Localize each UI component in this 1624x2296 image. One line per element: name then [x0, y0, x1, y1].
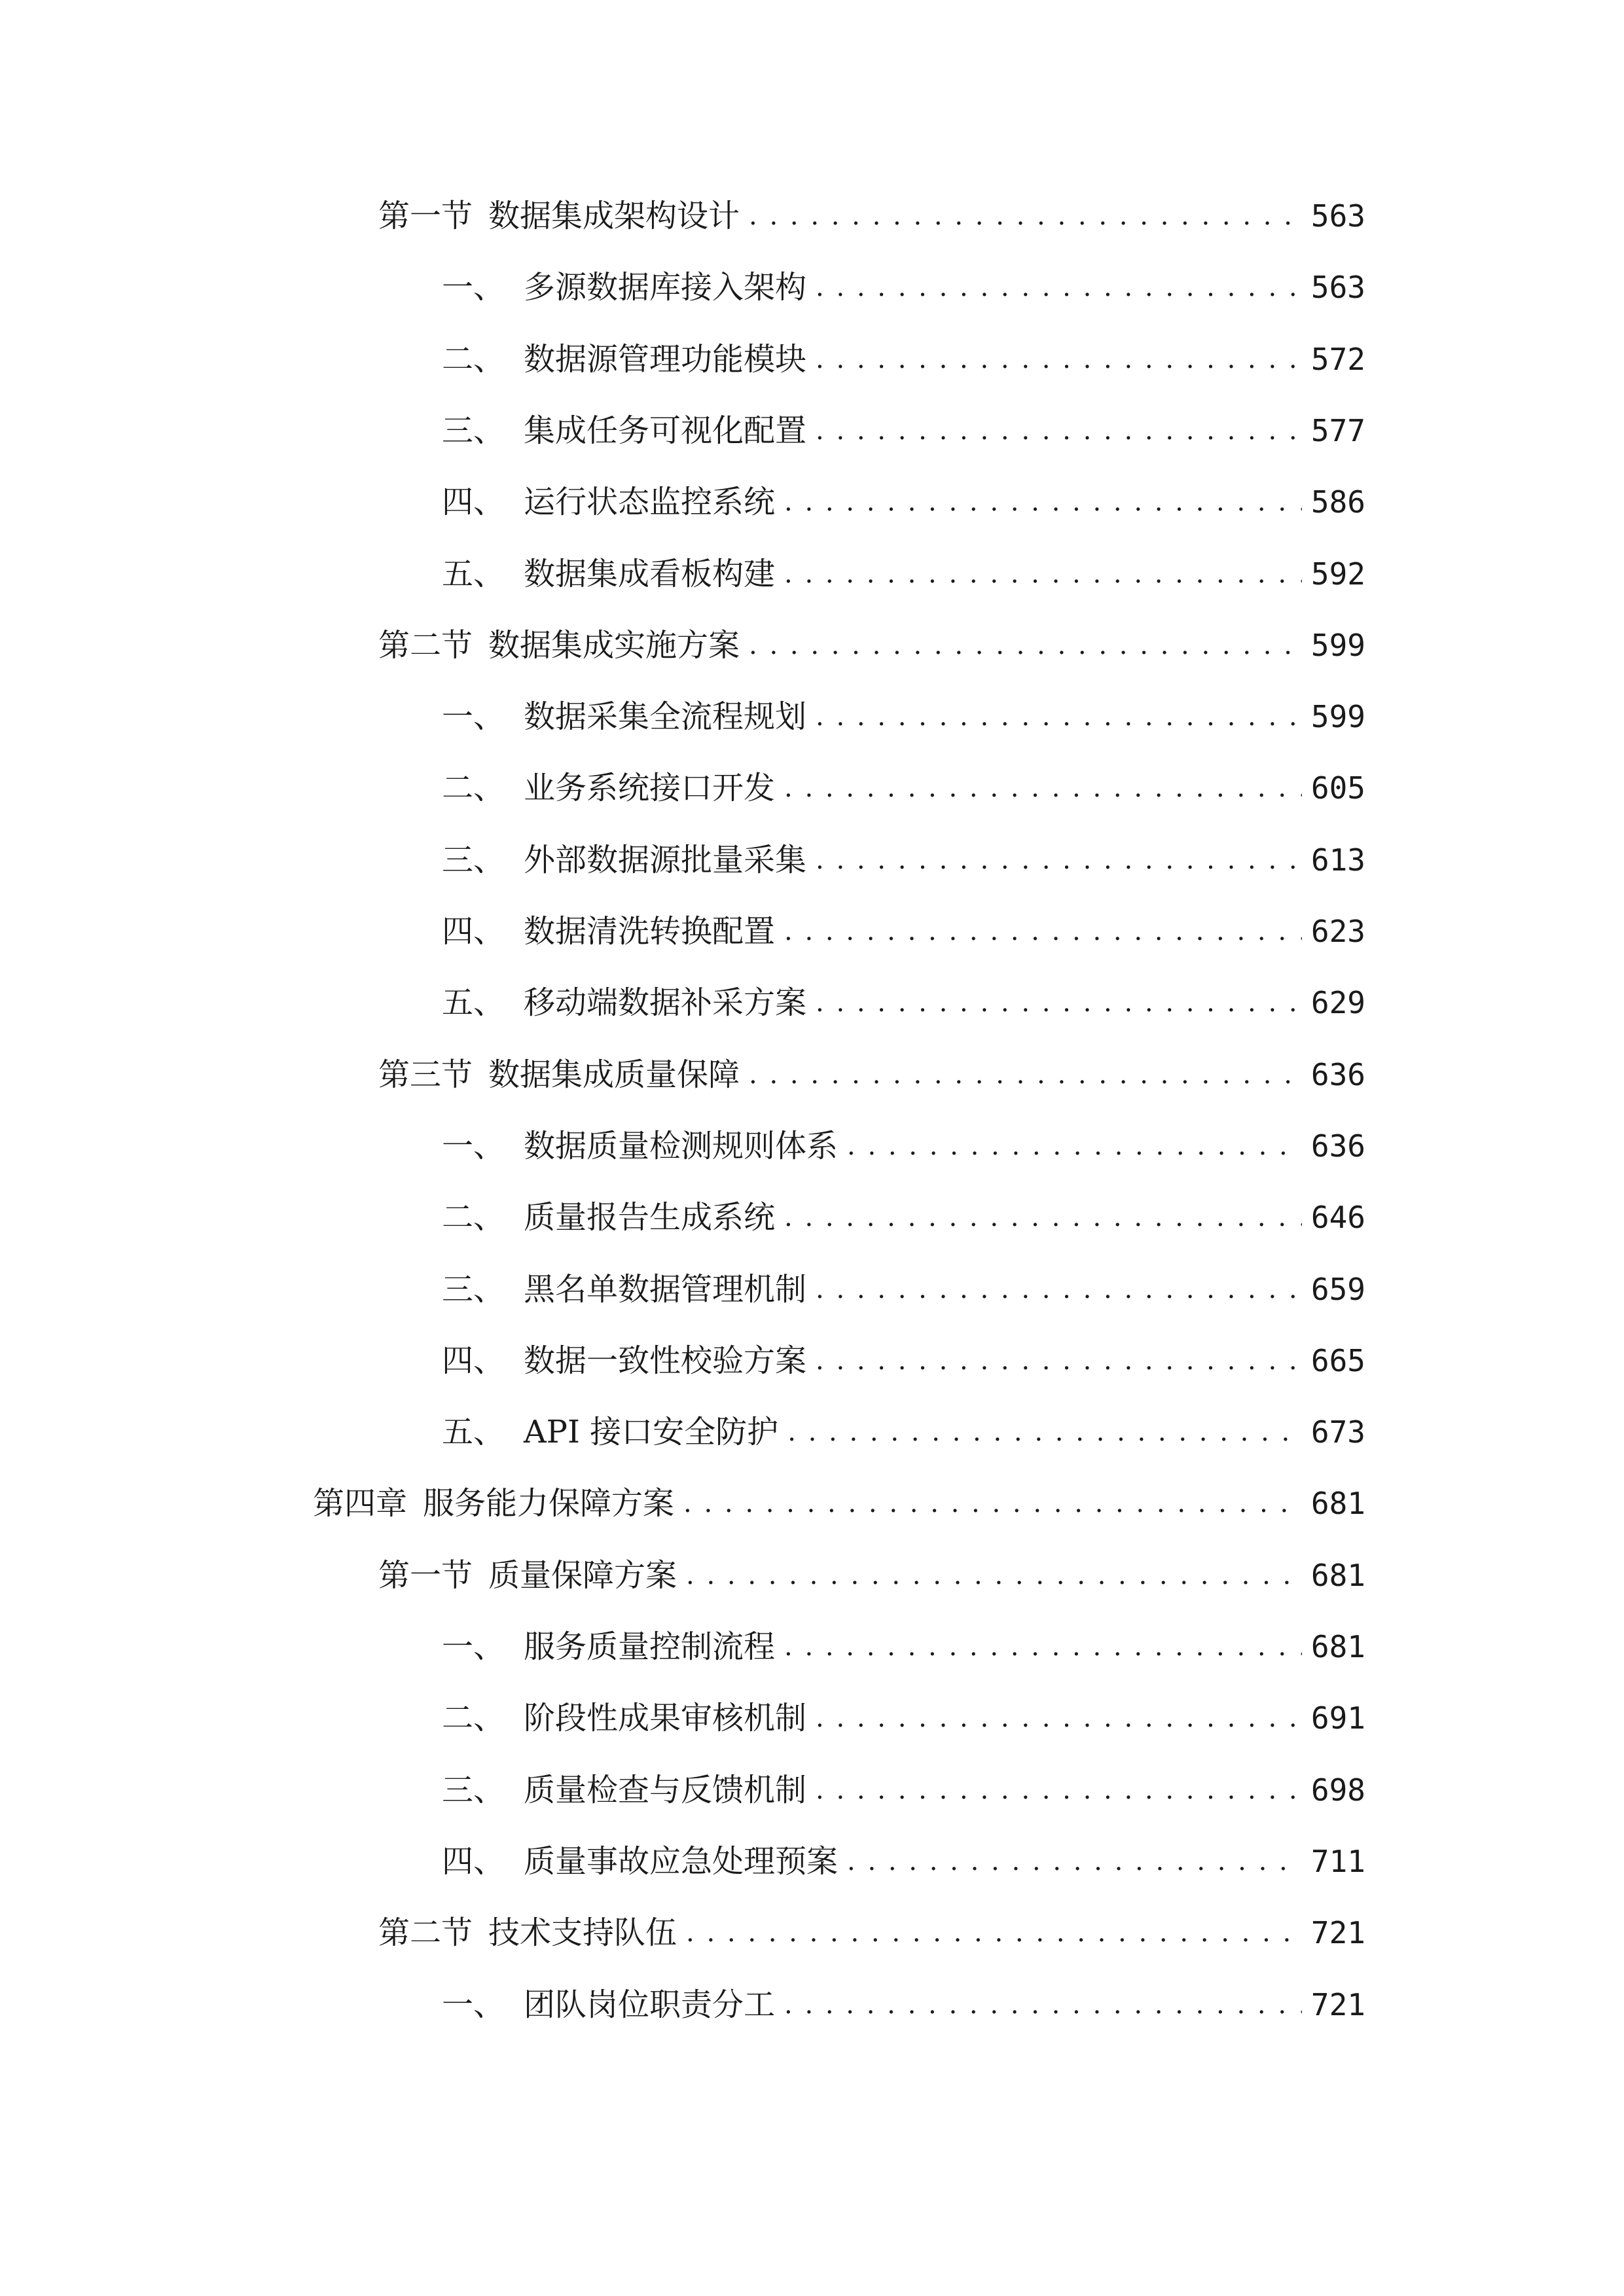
toc-page-number: 681 [1310, 1557, 1365, 1593]
toc-dot-leader [784, 476, 1302, 528]
toc-entry[interactable] [442, 1335, 1365, 1387]
toc-entry[interactable] [442, 1835, 1365, 1888]
toc-dot-leader [784, 1191, 1302, 1244]
toc-entry-number: 第一节 [378, 1556, 473, 1594]
toc-entry-number: 五、 [442, 1414, 505, 1451]
toc-dot-leader [816, 1335, 1302, 1387]
toc-page-number: 623 [1310, 914, 1365, 949]
toc-page-number: 646 [1310, 1200, 1365, 1236]
toc-entry-title: 服务能力保障方案 [423, 1485, 675, 1522]
toc-entry[interactable] [442, 548, 1365, 600]
toc-entry-number: 四、 [442, 1342, 505, 1379]
toc-entry-title: 黑名单数据管理机制 [524, 1270, 807, 1308]
toc-entry-title: 数据一致性校验方案 [524, 1342, 807, 1379]
toc-entry[interactable] [442, 691, 1365, 743]
toc-entry-title: 数据集成架构设计 [488, 198, 740, 234]
toc-page-number: 681 [1310, 1486, 1365, 1522]
toc-entry-number: 四、 [442, 1842, 505, 1880]
toc-page-number: 711 [1310, 1843, 1365, 1879]
toc-entry-number: 三、 [442, 412, 505, 449]
toc-entry[interactable] [442, 1191, 1365, 1244]
toc-entry-title: 团队岗位职责分工 [524, 1986, 776, 2023]
toc-page-number: 636 [1310, 1056, 1365, 1092]
toc-dot-leader [816, 1692, 1302, 1744]
toc-dot-leader [816, 1764, 1302, 1816]
toc-entry-title: 外部数据源批量采集 [524, 841, 807, 878]
toc-dot-leader [816, 691, 1302, 743]
toc-dot-leader [749, 190, 1302, 242]
toc-entry-title: 质量事故应急处理预案 [524, 1842, 839, 1880]
toc-entry-title: 数据集成看板构建 [524, 555, 776, 592]
toc-entry[interactable] [378, 1049, 1365, 1101]
toc-entry[interactable] [442, 834, 1365, 886]
toc-dot-leader [816, 977, 1302, 1029]
toc-entry-number: 一、 [442, 269, 505, 306]
toc-dot-leader [847, 1120, 1302, 1172]
toc-entry-title: 服务质量控制流程 [524, 1628, 776, 1665]
toc-entry-number: 第二节 [378, 1914, 473, 1952]
toc-entry-number: 四、 [442, 913, 505, 950]
toc-entry[interactable] [442, 261, 1365, 314]
toc-dot-leader [816, 261, 1302, 314]
toc-page-number: 599 [1310, 699, 1365, 735]
toc-entry-number: 第四章 [313, 1485, 408, 1522]
toc-dot-leader [816, 333, 1302, 386]
toc-entry-title: 集成任务可视化配置 [524, 412, 807, 449]
toc-dot-leader [816, 1263, 1302, 1316]
toc-page-number: 605 [1310, 770, 1365, 806]
toc-page-number: 599 [1310, 627, 1365, 663]
toc-entry-number: 一、 [442, 1628, 505, 1665]
toc-dot-leader [686, 1549, 1302, 1602]
toc-dot-leader [784, 762, 1302, 814]
toc-entry[interactable] [442, 333, 1365, 386]
toc-entry[interactable] [442, 905, 1365, 958]
toc-dot-leader [749, 619, 1302, 672]
toc-entry[interactable] [442, 476, 1365, 528]
toc-entry-title: 技术支持队伍 [488, 1914, 677, 1952]
toc-entry[interactable] [378, 619, 1365, 672]
toc-dot-leader [784, 1621, 1302, 1673]
toc-page-number: 673 [1310, 1414, 1365, 1450]
toc-dot-leader [847, 1835, 1302, 1888]
toc-entry[interactable] [442, 1263, 1365, 1316]
toc-page-number: 721 [1310, 1986, 1365, 2022]
toc-page-number: 659 [1310, 1271, 1365, 1307]
toc-entry[interactable] [442, 1621, 1365, 1673]
toc-entry-number: 二、 [442, 770, 505, 807]
toc-entry-number: 五、 [442, 984, 505, 1022]
toc-dot-leader [784, 1979, 1302, 2031]
toc-dot-leader [683, 1477, 1302, 1530]
toc-entry[interactable] [442, 404, 1365, 457]
toc-entry[interactable] [442, 1979, 1365, 2031]
toc-entry-title: 多源数据库接入架构 [524, 269, 807, 306]
toc-dot-leader [787, 1406, 1302, 1458]
toc-dot-leader [784, 548, 1302, 600]
toc-entry-title: 数据集成实施方案 [488, 626, 740, 664]
toc-dot-leader [816, 404, 1302, 457]
toc-page-number: 665 [1310, 1342, 1365, 1378]
toc-entry-number: 三、 [442, 1270, 505, 1308]
toc-entry-number: 第二节 [378, 626, 473, 664]
toc-entry-title: API 接口安全防护 [524, 1414, 779, 1451]
toc-page-number: 636 [1310, 1128, 1365, 1164]
toc-entry[interactable] [442, 1406, 1365, 1458]
toc-entry-title: 数据采集全流程规划 [524, 698, 807, 736]
toc-page-number: 691 [1310, 1700, 1365, 1736]
toc-page-number: 681 [1310, 1629, 1365, 1664]
toc-entry[interactable] [378, 1907, 1365, 1959]
toc-entry-number: 第三节 [378, 1056, 473, 1093]
toc-entry[interactable] [442, 1120, 1365, 1172]
toc-entry[interactable] [442, 1692, 1365, 1744]
toc-page-number: 586 [1310, 484, 1365, 520]
toc-entry-title: 运行状态监控系统 [524, 484, 776, 521]
toc-page-number: 572 [1310, 341, 1365, 377]
toc-dot-leader [816, 834, 1302, 886]
toc-entry-number: 二、 [442, 1700, 505, 1737]
toc-dot-leader [784, 905, 1302, 958]
toc-entry-number: 一、 [442, 698, 505, 736]
toc-entry-title: 数据清洗转换配置 [524, 913, 776, 950]
toc-entry-number: 一、 [442, 1127, 505, 1164]
toc-entry-number: 一、 [442, 1986, 505, 2023]
toc-dot-leader [749, 1049, 1302, 1101]
toc-entry-number: 三、 [442, 841, 505, 878]
toc-entry-number: 二、 [442, 340, 505, 378]
toc-entry-title: 移动端数据补采方案 [524, 984, 807, 1022]
toc-entry-title: 质量保障方案 [488, 1556, 677, 1594]
toc-entry-number: 四、 [442, 484, 505, 521]
toc-entry-title: 质量报告生成系统 [524, 1199, 776, 1236]
toc-page-number: 563 [1310, 198, 1365, 234]
toc-entry[interactable] [442, 762, 1365, 814]
toc-entry-number: 三、 [442, 1771, 505, 1808]
toc-entry-title: 质量检查与反馈机制 [524, 1771, 807, 1808]
toc-entry-number: 五、 [442, 555, 505, 592]
toc-entry-number: 二、 [442, 1199, 505, 1236]
toc-entry[interactable] [442, 1764, 1365, 1816]
toc-dot-leader [686, 1907, 1302, 1959]
toc-entry-title: 数据质量检测规则体系 [524, 1127, 839, 1164]
toc-entry[interactable] [313, 1477, 1365, 1530]
toc-page-number: 563 [1310, 270, 1365, 306]
toc-page-number: 592 [1310, 556, 1365, 592]
toc-page-number: 577 [1310, 412, 1365, 448]
toc-page-number: 721 [1310, 1915, 1365, 1951]
toc-page-number: 629 [1310, 985, 1365, 1021]
toc-entry[interactable] [378, 190, 1365, 242]
toc-entry-title: 数据源管理功能模块 [524, 340, 807, 378]
toc-entry[interactable] [442, 977, 1365, 1029]
toc-entry-title: 阶段性成果审核机制 [524, 1700, 807, 1737]
toc-page-number: 698 [1310, 1772, 1365, 1808]
toc-entry-title: 数据集成质量保障 [488, 1056, 740, 1093]
toc-page-number: 613 [1310, 842, 1365, 878]
toc-entry-title: 业务系统接口开发 [524, 770, 776, 807]
toc-entry[interactable] [378, 1549, 1365, 1602]
toc-entry-number: 第一节 [378, 198, 473, 234]
